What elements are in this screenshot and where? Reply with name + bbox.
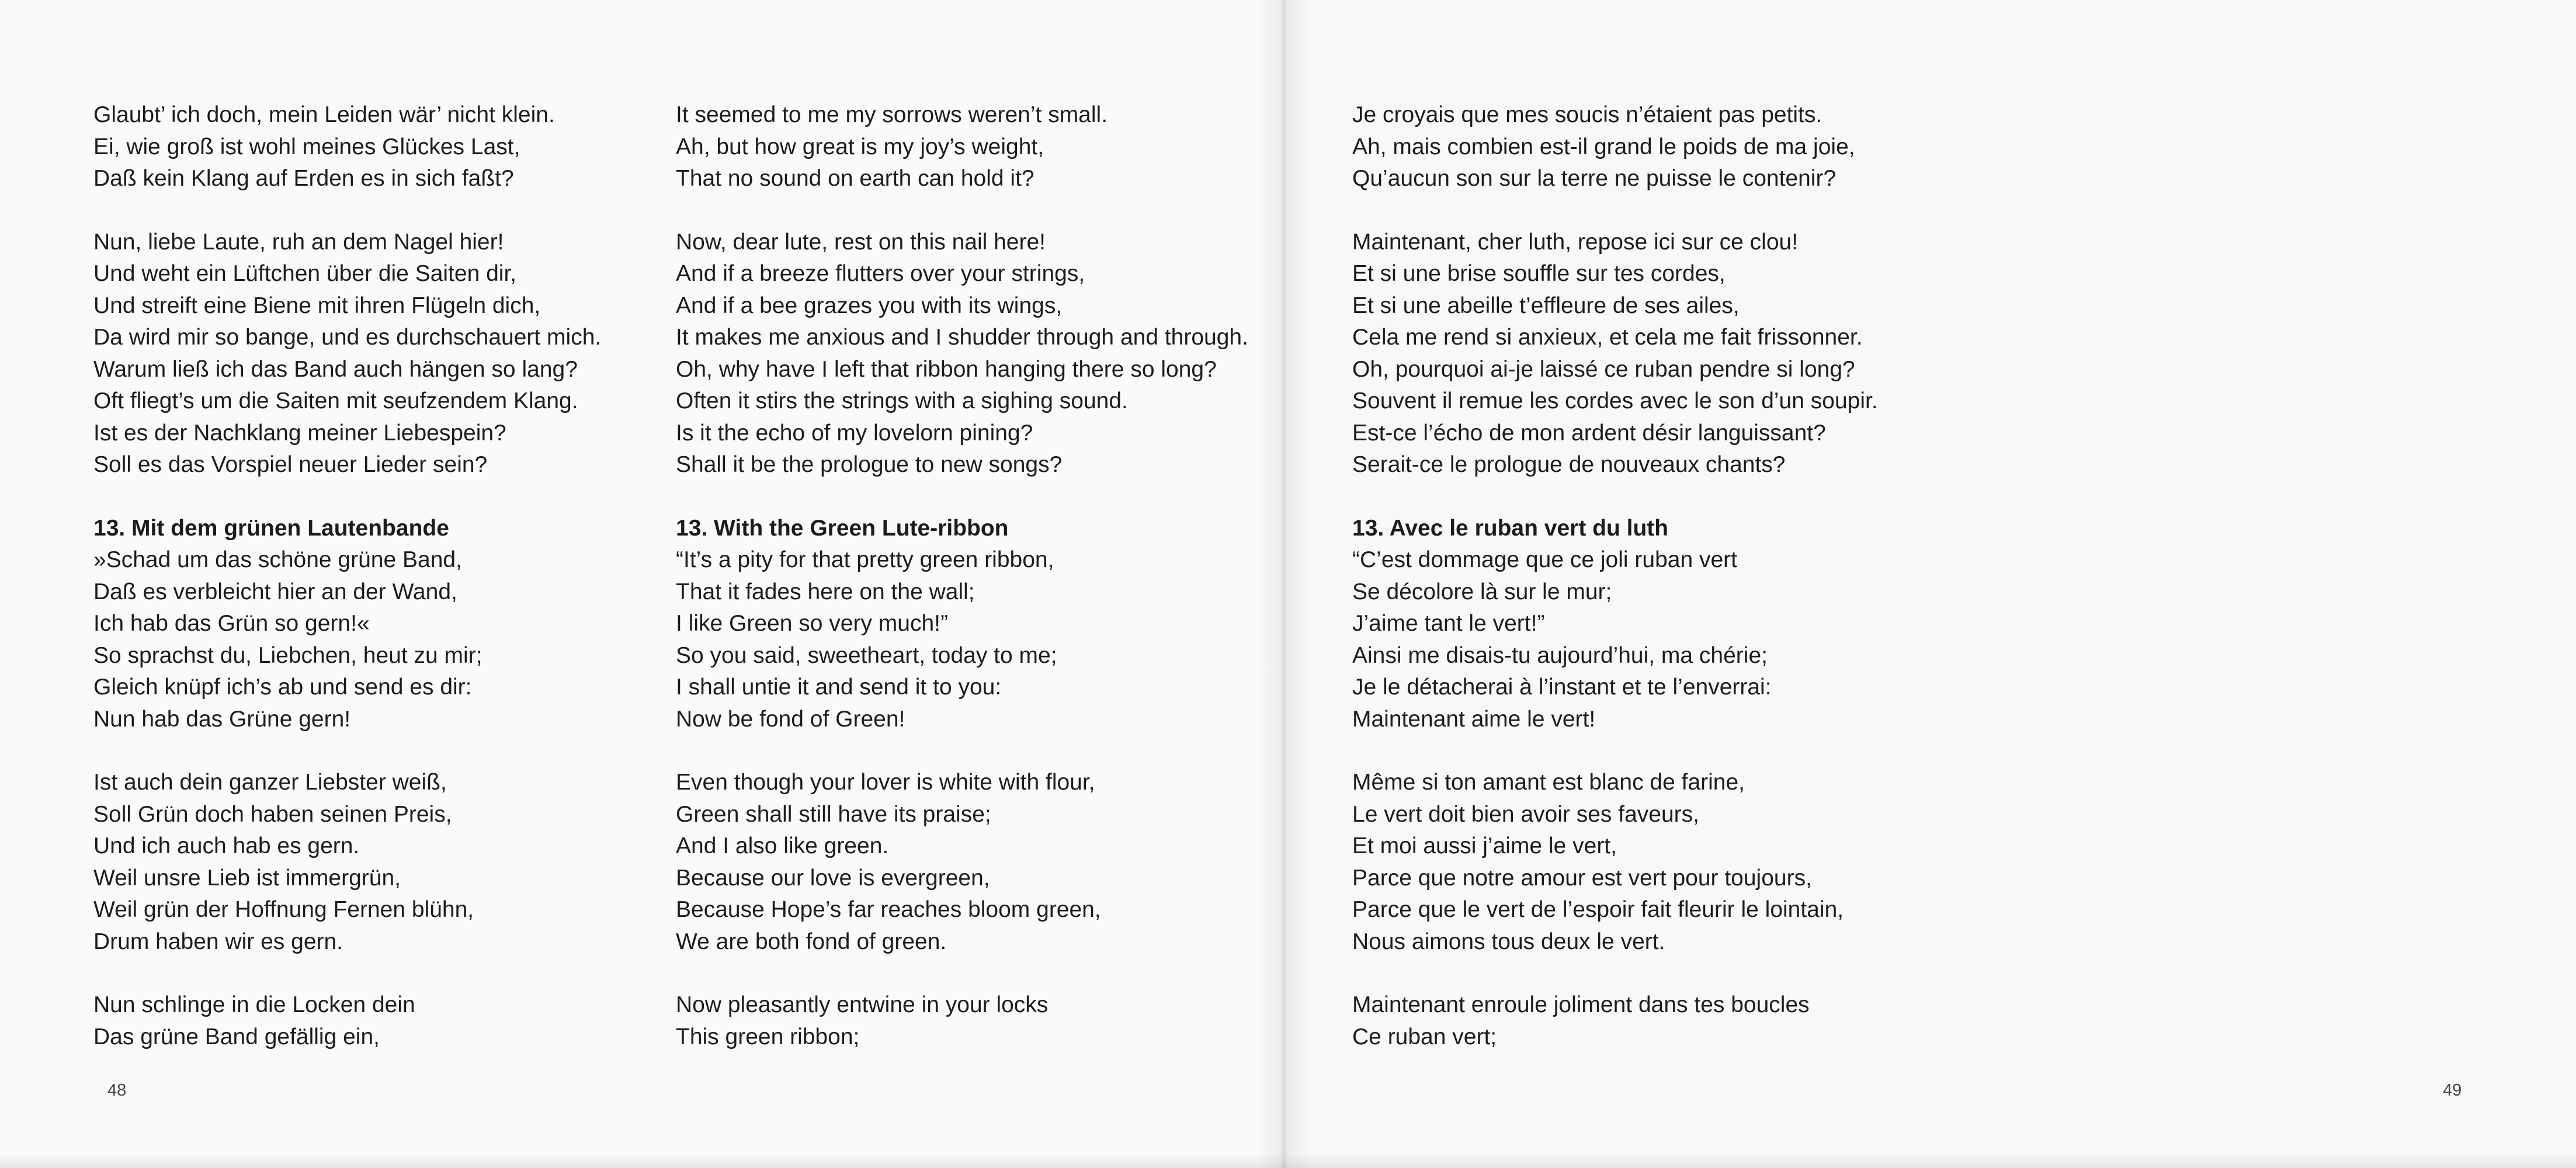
verse-line: Oh, pourquoi ai-je laissé ce ruban pendre si long?	[1352, 356, 1855, 382]
verse-line: I like Green so very much!”	[676, 611, 948, 636]
verse-line: Qu’aucun son sur la terre ne puisse le contenir?	[1352, 166, 1836, 191]
verse-line: »Schad um das schöne grüne Band,	[93, 547, 462, 572]
german-stanza-4	[93, 767, 736, 958]
german-stanza-3	[93, 513, 736, 736]
french-song-heading: 13. Avec le ruban vert du luth	[1352, 515, 1669, 541]
verse-line: Est-ce l’écho de mon ardent désir languissant?	[1352, 420, 1826, 446]
verse-line: Ist es der Nachklang meiner Liebespein?	[93, 420, 506, 446]
french-stanza-5	[1352, 989, 1995, 1053]
verse-line: Soll Grün doch haben seinen Preis,	[93, 801, 452, 827]
verse-line: We are both fond of green.	[676, 929, 947, 954]
german-stanza-5	[93, 989, 736, 1053]
verse-line: Weil unsre Lieb ist immergrün,	[93, 865, 401, 891]
verse-line: Ah, but how great is my joy’s weight,	[676, 134, 1044, 159]
verse-line: “C’est dommage que ce joli ruban vert	[1352, 547, 1737, 572]
verse-line: Souvent il remue les cordes avec le son d’un soupir.	[1352, 388, 1878, 413]
verse-line: Da wird mir so bange, und es durchschauert mich.	[93, 325, 602, 350]
verse-line: Daß es verbleicht hier an der Wand,	[93, 579, 457, 604]
german-column	[93, 99, 736, 1084]
verse-line: That no sound on earth can hold it?	[676, 166, 1034, 191]
french-stanza-4	[1352, 767, 1995, 958]
verse-line: Soll es das Vorspiel neuer Lieder sein?	[93, 452, 488, 477]
verse-line: Ainsi me disais-tu aujourd’hui, ma chérie;	[1352, 642, 1768, 668]
french-column	[1352, 99, 1995, 1084]
verse-line: Nun schlinge in die Locken dein	[93, 992, 415, 1017]
verse-line: Now be fond of Green!	[676, 706, 905, 732]
verse-line: Ah, mais combien est-il grand le poids de ma joie,	[1352, 134, 1855, 159]
verse-line: Et si une brise souffle sur tes cordes,	[1352, 261, 1726, 286]
verse-line: Because Hope’s far reaches bloom green,	[676, 897, 1101, 922]
verse-line: Glaubt’ ich doch, mein Leiden wär’ nicht klein.	[93, 102, 555, 127]
verse-line: So sprachst du, Liebchen, heut zu mir;	[93, 642, 482, 668]
verse-line: It makes me anxious and I shudder through and through.	[676, 325, 1248, 350]
verse-line: Ei, wie groß ist wohl meines Glückes Last,	[93, 134, 520, 159]
verse-line: Maintenant aime le vert!	[1352, 706, 1596, 732]
verse-line: Serait-ce le prologue de nouveaux chants?	[1352, 452, 1786, 477]
english-stanza-5	[676, 989, 1318, 1053]
verse-line: Même si ton amant est blanc de farine,	[1352, 770, 1745, 795]
german-stanza-1	[93, 99, 736, 195]
verse-line: Se décolore là sur le mur;	[1352, 579, 1612, 604]
verse-line: Warum ließ ich das Band auch hängen so lang?	[93, 356, 578, 382]
german-stanza-2	[93, 227, 736, 481]
verse-line: Drum haben wir es gern.	[93, 929, 343, 954]
verse-line: This green ribbon;	[676, 1024, 860, 1049]
french-stanza-2	[1352, 227, 1995, 481]
verse-line: Maintenant enroule joliment dans tes boucles	[1352, 992, 1810, 1017]
page-bottom-edge	[0, 1153, 2576, 1168]
verse-line: Often it stirs the strings with a sighing sound.	[676, 388, 1128, 413]
english-stanza-2	[676, 227, 1318, 481]
verse-line: And I also like green.	[676, 833, 889, 858]
verse-line: Ist auch dein ganzer Liebster weiß,	[93, 770, 447, 795]
verse-line: Nun, liebe Laute, ruh an dem Nagel hier!	[93, 229, 504, 255]
english-stanza-3	[676, 513, 1318, 736]
verse-line: Parce que notre amour est vert pour toujours,	[1352, 865, 1812, 891]
verse-line: Und ich auch hab es gern.	[93, 833, 360, 858]
verse-line: Cela me rend si anxieux, et cela me fait frissonner.	[1352, 325, 1863, 350]
french-stanza-3	[1352, 513, 1995, 736]
verse-line: Weil grün der Hoffnung Fernen blühn,	[93, 897, 474, 922]
verse-line: Maintenant, cher luth, repose ici sur ce clou!	[1352, 229, 1799, 255]
verse-line: Ich hab das Grün so gern!«	[93, 611, 370, 636]
verse-line: Le vert doit bien avoir ses faveurs,	[1352, 801, 1699, 827]
german-song-heading: 13. Mit dem grünen Lautenbande	[93, 515, 449, 541]
verse-line: Nous aimons tous deux le vert.	[1352, 929, 1665, 954]
english-song-heading: 13. With the Green Lute-ribbon	[676, 515, 1009, 541]
verse-line: Je le détacherai à l’instant et te l’enverrai:	[1352, 675, 1772, 700]
verse-line: Et si une abeille t’effleure de ses ailes,	[1352, 293, 1740, 318]
verse-line: Now pleasantly entwine in your locks	[676, 992, 1049, 1017]
verse-line: Oh, why have I left that ribbon hanging there so long?	[676, 356, 1217, 382]
english-stanza-4	[676, 767, 1318, 958]
verse-line: Because our love is evergreen,	[676, 865, 990, 891]
verse-line: Daß kein Klang auf Erden es in sich faßt?	[93, 166, 514, 191]
verse-line: Und streift eine Biene mit ihren Flügeln dich,	[93, 293, 541, 318]
page-number-right: 49	[2443, 1081, 2462, 1100]
verse-line: So you said, sweetheart, today to me;	[676, 642, 1057, 668]
verse-line: Parce que le vert de l’espoir fait fleurir le lointain,	[1352, 897, 1844, 922]
verse-line: It seemed to me my sorrows weren’t small.	[676, 102, 1108, 127]
verse-line: And if a breeze flutters over your strings,	[676, 261, 1085, 286]
verse-line: I shall untie it and send it to you:	[676, 675, 1002, 700]
verse-line: Und weht ein Lüftchen über die Saiten dir,	[93, 261, 517, 286]
verse-line: Oft fliegt’s um die Saiten mit seufzendem Klang.	[93, 388, 578, 413]
verse-line: Gleich knüpf ich’s ab und send es dir:	[93, 675, 472, 700]
verse-line: Nun hab das Grüne gern!	[93, 706, 351, 732]
verse-line: Ce ruban vert;	[1352, 1024, 1497, 1049]
verse-line: Even though your lover is white with flour,	[676, 770, 1095, 795]
verse-line: That it fades here on the wall;	[676, 579, 975, 604]
french-stanza-1	[1352, 99, 1995, 195]
verse-line: Shall it be the prologue to new songs?	[676, 452, 1063, 477]
verse-line: Now, dear lute, rest on this nail here!	[676, 229, 1046, 255]
page-number-left: 48	[107, 1081, 127, 1100]
verse-line: Is it the echo of my lovelorn pining?	[676, 420, 1033, 446]
verse-line: Je croyais que mes soucis n’étaient pas petits.	[1352, 102, 1822, 127]
verse-line: Et moi aussi j’aime le vert,	[1352, 833, 1617, 858]
english-column	[676, 99, 1318, 1084]
verse-line: J’aime tant le vert!”	[1352, 611, 1545, 636]
verse-line: And if a bee grazes you with its wings,	[676, 293, 1063, 318]
english-stanza-1	[676, 99, 1318, 195]
verse-line: Green shall still have its praise;	[676, 801, 991, 827]
verse-line: Das grüne Band gefällig ein,	[93, 1024, 380, 1049]
verse-line: “It’s a pity for that pretty green ribbon,	[676, 547, 1054, 572]
